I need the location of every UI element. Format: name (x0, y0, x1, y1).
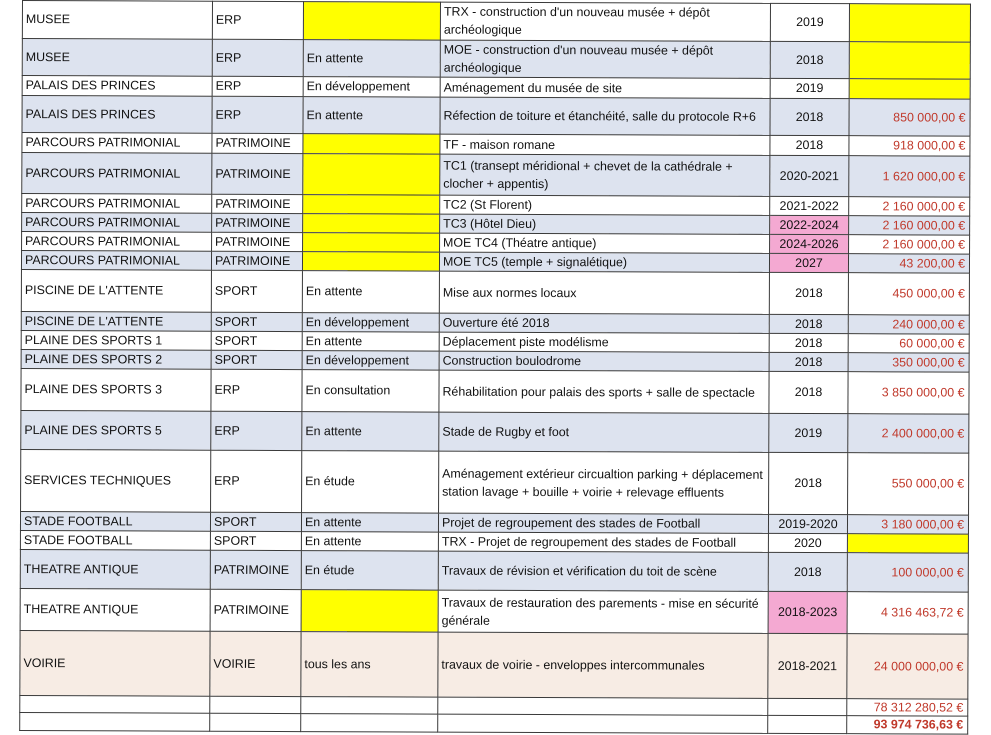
project-name-cell: PARCOURS PATRIMONIAL (22, 133, 212, 154)
status-cell: En développement (302, 313, 439, 333)
project-name-cell: PLAINE DES SPORTS 1 (21, 330, 211, 350)
table-row (22, 39, 970, 80)
table-row (20, 549, 968, 592)
budget-table (19, 0, 971, 735)
category-cell: PATRIMOINE (212, 194, 303, 213)
amount-cell: 2 160 000,00 € (849, 197, 970, 216)
empty-cell (20, 695, 210, 713)
project-name-cell: PALAIS DES PRINCES (22, 76, 212, 97)
table-row (22, 96, 970, 137)
year-cell: 2018 (769, 352, 848, 371)
category-cell: ERP (212, 39, 303, 76)
empty-cell (210, 696, 301, 713)
empty-cell (438, 714, 768, 733)
project-name-cell: PARCOURS PATRIMONIAL (22, 232, 212, 252)
project-name-cell: VOIRIE (20, 630, 210, 696)
amount-cell (849, 79, 970, 99)
table-row (20, 588, 968, 634)
year-cell: 2020-2021 (770, 155, 849, 196)
category-cell: PATRIMOINE (211, 251, 302, 270)
operation-cell: Aménagement du musée de site (440, 77, 770, 98)
project-name-cell: STADE FOOTBALL (20, 511, 210, 531)
category-cell: PATRIMOINE (212, 133, 303, 153)
year-cell: 2021-2022 (770, 196, 849, 215)
status-cell (303, 134, 440, 155)
empty-cell (768, 698, 847, 715)
year-cell: 2018 (770, 135, 849, 155)
project-name-cell: PARCOURS PATRIMONIAL (21, 251, 211, 271)
amount-cell: 240 000,00 € (848, 315, 969, 334)
category-cell: PATRIMOINE (210, 589, 301, 631)
status-cell (303, 2, 440, 41)
project-name-cell: PARCOURS PATRIMONIAL (22, 153, 212, 195)
table-row (21, 449, 969, 515)
grand-total-amount: 93 974 736,63 € (847, 716, 968, 734)
empty-cell (301, 697, 438, 715)
project-name-cell: PALAIS DES PRINCES (22, 96, 212, 134)
year-cell: 2018 (769, 452, 848, 514)
operation-cell: TF - maison romane (440, 134, 770, 155)
status-cell (303, 214, 440, 234)
category-cell: PATRIMOINE (212, 232, 303, 251)
amount-cell: 43 200,00 € (848, 254, 969, 273)
project-name-cell: PLAINE DES SPORTS 5 (21, 410, 211, 450)
status-cell (302, 252, 439, 272)
category-cell: PATRIMOINE (210, 550, 301, 589)
category-cell: ERP (211, 369, 302, 411)
status-cell: En consultation (302, 370, 439, 413)
category-cell: SPORT (210, 531, 301, 550)
empty-cell (301, 714, 438, 733)
year-cell: 2018 (769, 314, 848, 333)
year-cell: 2018 (770, 41, 849, 78)
category-cell: SPORT (211, 350, 302, 369)
status-cell: En étude (301, 551, 438, 591)
amount-cell: 850 000,00 € (849, 99, 970, 136)
empty-cell (768, 715, 847, 733)
status-cell: En attente (301, 513, 438, 533)
subtotal-amount: 78 312 280,52 € (847, 699, 968, 716)
operation-cell: MOE - construction d'un nouveau musée + dépôt archéologique (440, 40, 770, 78)
operation-cell: Ouverture été 2018 (439, 313, 769, 333)
status-cell (303, 195, 440, 215)
table-row (22, 153, 970, 198)
year-cell: 2018 (770, 98, 849, 135)
category-cell: PATRIMOINE (212, 213, 303, 232)
operation-cell: TC2 (St Florent) (440, 195, 770, 215)
operation-cell: MOE TC4 (Théatre antique) (440, 233, 770, 253)
amount-cell (847, 534, 968, 553)
year-cell: 2024-2026 (770, 234, 849, 253)
table-row (21, 368, 969, 414)
year-cell: 2019-2020 (768, 514, 847, 533)
project-name-cell: THEATRE ANTIQUE (20, 549, 210, 589)
operation-cell: Mise aux normes locaux (439, 271, 769, 314)
amount-cell: 2 160 000,00 € (849, 216, 970, 235)
category-cell: ERP (212, 1, 303, 39)
operation-cell: Travaux de restauration des parements - mise en sécurité générale (438, 590, 768, 633)
amount-cell: 4 316 463,72 € (847, 592, 968, 634)
project-name-cell: MUSEE (22, 39, 212, 77)
category-cell: SPORT (210, 512, 301, 531)
status-cell: En attente (302, 332, 439, 352)
status-cell (303, 233, 440, 253)
operation-cell: Déplacement piste modélisme (439, 332, 769, 352)
table-row (21, 269, 969, 315)
project-name-cell: PISCINE DE L'ATTENTE (21, 269, 211, 312)
status-cell: En développement (303, 77, 440, 98)
amount-cell: 2 160 000,00 € (849, 235, 970, 254)
status-cell: En attente (303, 97, 440, 135)
status-cell: En attente (302, 412, 439, 452)
amount-cell: 100 000,00 € (847, 553, 968, 592)
category-cell: ERP (212, 96, 303, 133)
category-cell: SPORT (211, 312, 302, 331)
operation-cell: TC1 (transept méridional + chevet de la cathédrale + clocher + appentis) (440, 154, 770, 196)
category-cell: SPORT (211, 270, 302, 312)
operation-cell: Réfection de toiture et étanchéité, salle du protocole R+6 (440, 97, 770, 135)
year-cell: 2018 (768, 552, 847, 591)
project-name-cell: STADE FOOTBALL (20, 530, 210, 550)
amount-cell: 3 850 000,00 € (848, 372, 969, 414)
year-cell: 2019 (770, 78, 849, 98)
amount-cell: 2 400 000,00 € (848, 414, 969, 453)
operation-cell: TRX - construction d'un nouveau musée + dépôt archéologique (440, 2, 770, 41)
status-cell: En attente (302, 271, 439, 314)
year-cell: 2018-2023 (768, 591, 847, 633)
status-cell (303, 154, 440, 196)
project-name-cell: SERVICES TECHNIQUES (21, 449, 211, 512)
empty-cell (20, 712, 210, 731)
amount-cell (849, 42, 970, 79)
year-cell: 2022-2024 (770, 215, 849, 234)
status-cell: En étude (302, 451, 439, 514)
year-cell: 2018 (769, 371, 848, 413)
amount-cell: 918 000,00 € (849, 136, 970, 156)
project-name-cell: PARCOURS PATRIMONIAL (22, 213, 212, 233)
operation-cell: Construction boulodrome (439, 351, 769, 371)
operation-cell: TC3 (Hôtel Dieu) (440, 214, 770, 234)
project-name-cell: PISCINE DE L'ATTENTE (21, 311, 211, 331)
category-cell: ERP (211, 450, 302, 512)
category-cell: SPORT (211, 331, 302, 350)
year-cell: 2019 (770, 3, 849, 41)
status-cell: En attente (303, 40, 440, 78)
amount-cell (849, 4, 970, 42)
status-cell: tous les ans (301, 632, 438, 698)
category-cell: VOIRIE (210, 631, 301, 696)
operation-cell: TRX - Projet de regroupement des stades de Football (438, 532, 768, 552)
amount-cell: 1 620 000,00 € (849, 156, 970, 197)
operation-cell: Travaux de révision et vérification du toit de scène (438, 551, 768, 591)
year-cell: 2019 (769, 413, 848, 452)
project-name-cell: PARCOURS PATRIMONIAL (22, 194, 212, 214)
project-name-cell: PLAINE DES SPORTS 3 (21, 368, 211, 411)
empty-cell (210, 713, 301, 731)
project-name-cell: THEATRE ANTIQUE (20, 588, 210, 631)
year-cell: 2018 (769, 333, 848, 352)
status-cell (301, 590, 438, 633)
project-name-cell: MUSEE (22, 1, 212, 40)
year-cell: 2018-2021 (768, 633, 847, 698)
amount-cell: 60 000,00 € (848, 334, 969, 353)
category-cell: PATRIMOINE (212, 153, 303, 194)
operation-cell: MOE TC5 (temple + signalétique) (439, 252, 769, 272)
project-name-cell: PLAINE DES SPORTS 2 (21, 349, 211, 369)
amount-cell: 550 000,00 € (848, 453, 969, 515)
table-row (21, 410, 969, 453)
amount-cell: 350 000,00 € (848, 353, 969, 372)
status-cell: En attente (301, 532, 438, 552)
year-cell: 2018 (769, 272, 848, 314)
grand-total-row (20, 712, 968, 734)
year-cell: 2027 (769, 253, 848, 272)
operation-cell: Aménagement extérieur circualtion parking + déplacement station lavage + bouille + voirie + relevage effluents (439, 451, 769, 514)
operation-cell: Réhabilitation pour palais des sports + salle de spectacle (439, 370, 769, 413)
status-cell: En développement (302, 351, 439, 371)
category-cell: ERP (211, 411, 302, 450)
amount-cell: 450 000,00 € (848, 273, 969, 315)
year-cell: 2020 (768, 533, 847, 552)
table-row (20, 630, 968, 699)
amount-cell: 3 180 000,00 € (847, 515, 968, 534)
operation-cell: travaux de voirie - enveloppes intercommunales (438, 632, 768, 698)
empty-cell (438, 697, 768, 715)
amount-cell: 24 000 000,00 € (847, 634, 968, 699)
category-cell: ERP (212, 76, 303, 96)
table-row (22, 1, 970, 43)
operation-cell: Stade de Rugby et foot (439, 412, 769, 452)
operation-cell: Projet de regroupement des stades de Football (438, 513, 768, 533)
